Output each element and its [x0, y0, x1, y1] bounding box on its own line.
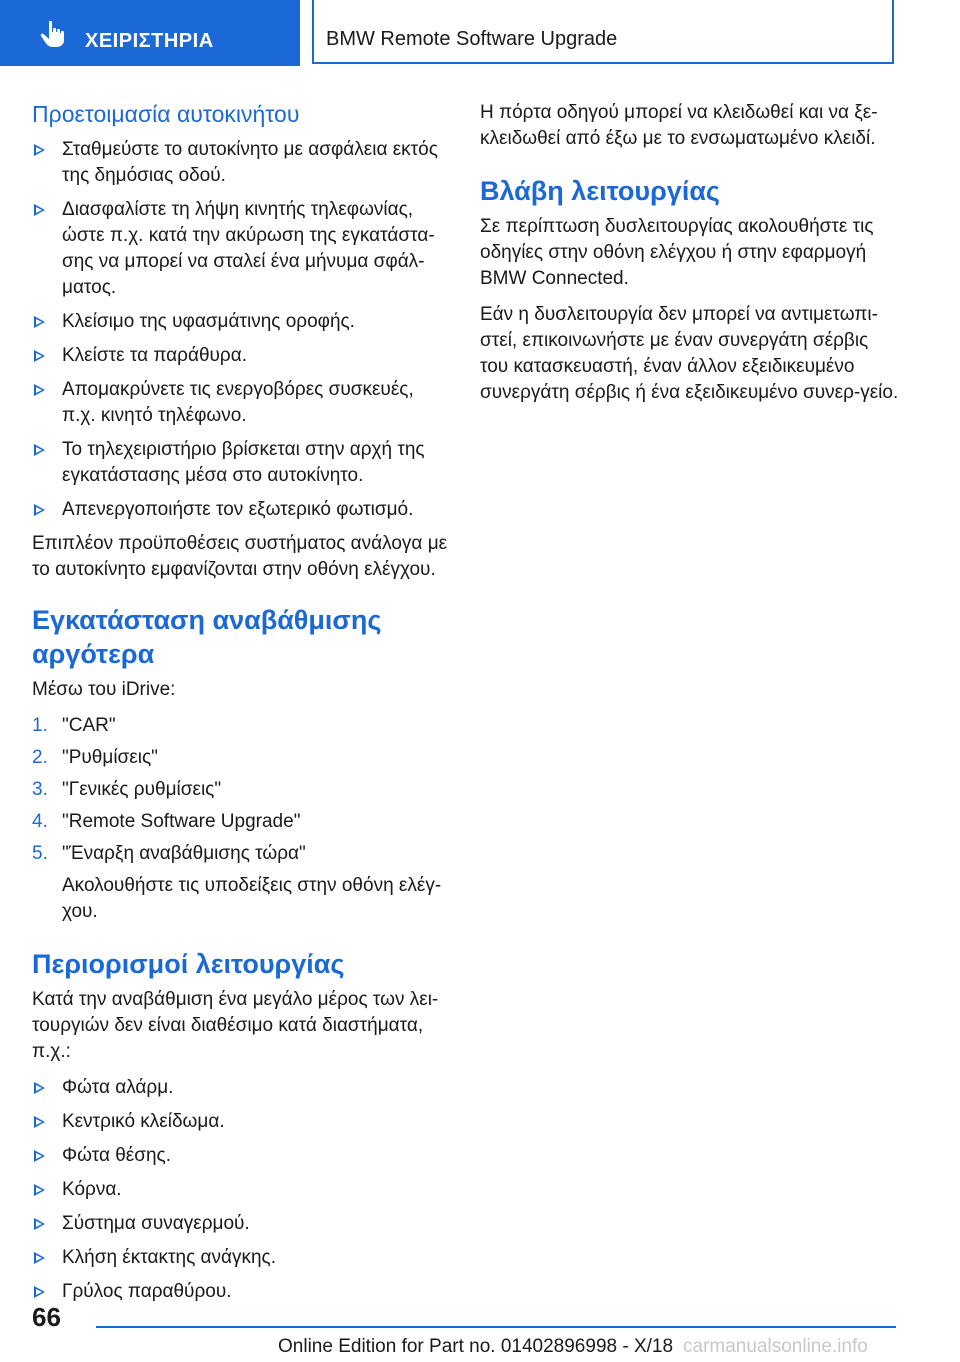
bullet-triangle-icon: [34, 1286, 45, 1298]
prep-heading: Προετοιμασία αυτοκινήτου: [32, 101, 300, 127]
limits-intro: Κατά την αναβάθμιση ένα μεγάλο μέρος των λει‐τουργιών δεν είναι διαθέσιμο κατά διαστήματα, π.χ.:: [32, 989, 439, 1062]
bullet-triangle-icon: [34, 1116, 45, 1128]
list-item: Απομακρύνετε τις ενεργοβόρες συσκευές, π.χ. κινητό τηλέφωνο.: [32, 377, 452, 429]
install-later-intro: Μέσω του iDrive:: [32, 679, 176, 700]
list-item: Φώτα θέσης.: [32, 1143, 452, 1169]
list-item: 2. "Ρυθμίσεις": [32, 747, 158, 768]
list-item: Απενεργοποιήστε τον εξωτερικό φωτισμό.: [32, 497, 452, 523]
bullet-triangle-icon: [34, 350, 45, 362]
bullet-triangle-icon: [34, 144, 45, 156]
list-item: 1. "CAR": [32, 715, 116, 736]
list-item: Διασφαλίστε τη λήψη κινητής τηλεφωνίας, ώστε π.χ. κατά την ακύρωση της εγκατάστα‐σης να μπορεί να σταλεί ένα μήνυμα σφάλ‐ματος.: [32, 197, 452, 301]
list-item: Γρύλος παραθύρου.: [32, 1279, 452, 1305]
chapter-title: BMW Remote Software Upgrade: [326, 28, 618, 50]
bullet-triangle-icon: [34, 316, 45, 328]
manual-section-label: ΧΕΙΡΙΣΤΗΡΙΑ: [85, 30, 214, 52]
footer-edition: Online Edition for Part no. 01402896998 - X/18: [278, 1336, 674, 1357]
list-item: Το τηλεχειριστήριο βρίσκεται στην αρχή της εγκατάστασης μέσα στο αυτοκίνητο.: [32, 437, 452, 489]
page-header: [0, 0, 960, 66]
chapter-title-tab: [312, 0, 894, 64]
install-later-steps: [32, 713, 452, 867]
prep-list: [32, 137, 452, 523]
list-item: Σύστημα συναγερμού.: [32, 1211, 452, 1237]
limits-list: [32, 1075, 452, 1305]
prep-note: Επιπλέον προϋποθέσεις συστήματος ανάλογα με το αυτοκίνητο εμφανίζονται στην οθόνη ελέγχου.: [32, 533, 448, 580]
page-number: 66: [32, 1302, 61, 1332]
door-key-text: Η πόρτα οδηγού μπορεί να κλειδωθεί και να ξε‐κλειδωθεί από έξω με το ενσωματωμένο κλειδί.: [480, 102, 878, 149]
list-item: Φώτα αλάρμ.: [32, 1075, 452, 1101]
list-item: 5. "Έναρξη αναβάθμισης τώρα": [32, 843, 306, 864]
list-item: 4. "Remote Software Upgrade": [32, 811, 301, 832]
list-item: Κόρνα.: [32, 1177, 452, 1203]
bullet-triangle-icon: [34, 1184, 45, 1196]
list-item: Κλείστε τα παράθυρα.: [32, 343, 452, 369]
list-item: Σταθμεύστε το αυτοκίνητο με ασφάλεια εκτός της δημόσιας οδού.: [32, 137, 452, 189]
fault-heading: Βλάβη λειτουργίας: [480, 176, 720, 206]
manual-section-tab[interactable]: [0, 0, 300, 66]
bullet-triangle-icon: [34, 1252, 45, 1264]
bullet-triangle-icon: [34, 1218, 45, 1230]
right-column: [480, 100, 900, 416]
limits-heading: Περιορισμοί λειτουργίας: [32, 949, 345, 979]
fault-paragraph-1: Σε περίπτωση δυσλειτουργίας ακολουθήστε τις οδηγίες στην οθόνη ελέγχου ή στην εφαρμογή BMW Connected.: [480, 216, 874, 289]
fault-paragraph-2: Εάν η δυσλειτουργία δεν μπορεί να αντιμετωπι‐στεί, επικοινωνήστε με έναν συνεργάτη σέρβις του κατασκευαστή, έναν άλλον εξειδικευμένο συνεργάτη σέρβις ή ένα εξειδικευμένο συνερ‐γείο.: [480, 304, 899, 403]
bullet-triangle-icon: [34, 1082, 45, 1094]
list-item: Κλήση έκτακτης ανάγκης.: [32, 1245, 452, 1271]
bullet-triangle-icon: [34, 384, 45, 396]
install-later-heading: Εγκατάσταση αναβάθμισης αργότερα: [32, 605, 382, 669]
bullet-triangle-icon: [34, 1150, 45, 1162]
bullet-triangle-icon: [34, 444, 45, 456]
list-item: 3. "Γενικές ρυθμίσεις": [32, 779, 222, 800]
bullet-triangle-icon: [34, 504, 45, 516]
pointing-hand-icon: [40, 20, 66, 48]
bullet-triangle-icon: [34, 204, 45, 216]
left-column: [32, 100, 452, 1313]
list-item: Κεντρικό κλείδωμα.: [32, 1109, 452, 1135]
watermark: carmanualsonline.info: [683, 1336, 868, 1357]
list-item: Κλείσιμο της υφασμάτινης οροφής.: [32, 309, 452, 335]
install-later-note: Ακολουθήστε τις υποδείξεις στην οθόνη ελέγ‐χου.: [62, 875, 442, 922]
footer-divider: [96, 1326, 896, 1328]
